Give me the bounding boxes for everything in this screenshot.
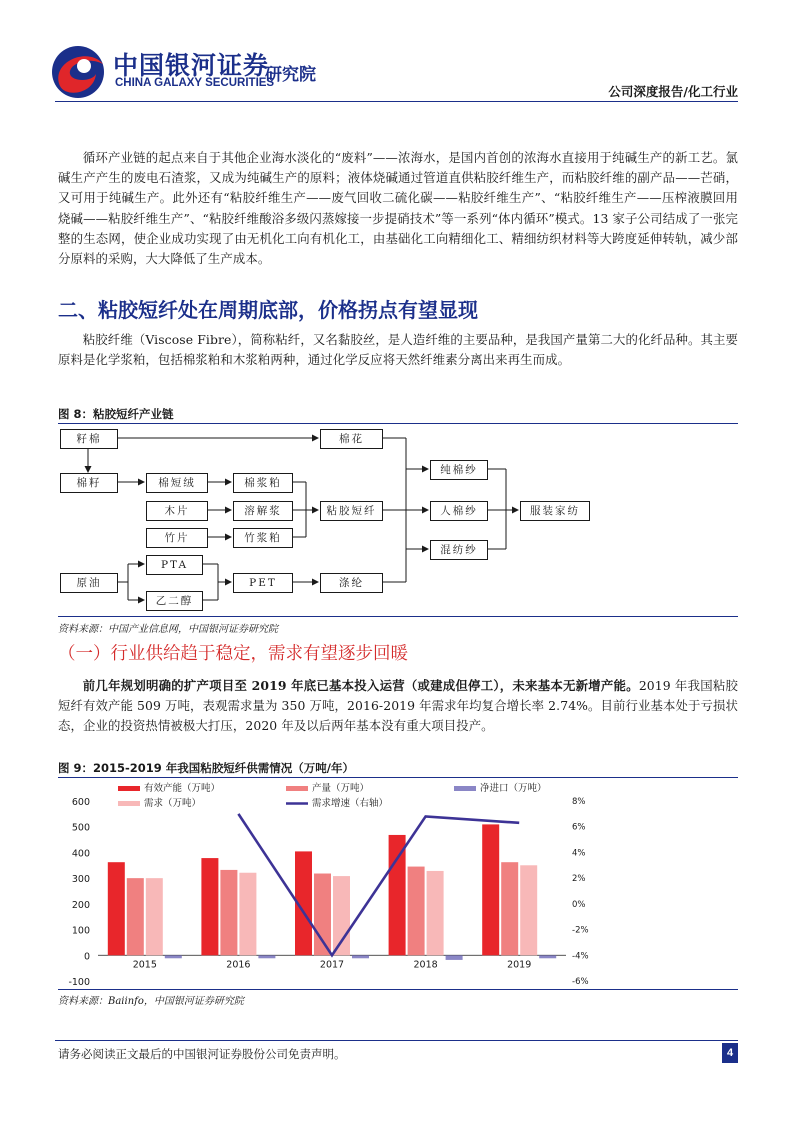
supply-demand-chart — [58, 779, 738, 989]
node-mupian: 木片 — [146, 501, 208, 521]
y-tick-label: 100 — [71, 925, 90, 937]
figure8-bottom-rule — [58, 616, 738, 617]
legend-swatch — [286, 786, 308, 791]
bar — [352, 955, 369, 958]
y2-tick-label: 8% — [572, 797, 586, 807]
footer-divider — [55, 1040, 738, 1041]
section-heading: 二、粘胶短纤处在周期底部，价格拐点有望显现 — [58, 298, 478, 322]
subsection-heading: （一）行业供给趋于稳定，需求有望逐步回暖 — [58, 644, 408, 664]
y-tick-label: 300 — [71, 874, 90, 886]
figure9-bottom-rule — [58, 989, 738, 990]
x-tick-label: 2016 — [226, 959, 251, 971]
section2-paragraph — [58, 330, 738, 370]
bar — [501, 862, 518, 955]
logo-english-name: CHINA GALAXY SECURITIES — [115, 77, 275, 89]
report-type: 公司深度报告/化工行业 — [608, 84, 738, 99]
bar — [239, 873, 256, 956]
y2-tick-label: -2% — [572, 925, 589, 936]
node-dilun: 涤纶 — [320, 573, 383, 593]
y-tick-label: 200 — [71, 899, 90, 911]
node-chunmiansha: 纯棉纱 — [430, 460, 488, 480]
y-tick-label: 500 — [71, 822, 90, 834]
node-yuanyou: 原油 — [60, 573, 118, 593]
footer-disclaimer: 请务必阅读正文最后的中国银河证券股份公司免责声明。 — [58, 1047, 346, 1061]
y2-tick-label: 2% — [572, 874, 586, 885]
node-mianhua: 棉花 — [320, 429, 383, 449]
figure9-top-rule — [58, 777, 738, 778]
galaxy-logo-icon — [48, 42, 110, 100]
y-tick-label: 0 — [83, 951, 90, 963]
node-zimian: 籽棉 — [60, 429, 118, 449]
bar — [408, 867, 425, 956]
intro-paragraph — [58, 148, 738, 269]
legend-label: 需求增速（右轴） — [312, 798, 389, 809]
legend-swatch — [454, 786, 476, 791]
logo-institute: 研究院 — [265, 65, 316, 85]
bar — [427, 871, 444, 955]
y-tick-label: -100 — [68, 977, 90, 988]
legend-label: 有效产能（万吨） — [144, 783, 221, 794]
page-number: 4 — [722, 1043, 738, 1063]
section2-1-text — [58, 676, 738, 737]
legend-label: 净进口（万吨） — [480, 783, 547, 794]
y2-tick-label: -6% — [572, 977, 589, 987]
y-tick-label: 400 — [71, 848, 90, 860]
intro-text: 循环产业链的起点来自于其他企业海水淡化的“废料”——浓海水，是国内首创的浓海水直接用于纯碱生产的新工艺。氯碱生产产生的废电石渣浆，又成为纯碱生产的原料；液体烧碱通过管道直供粘胶纤维生产，而粘胶纤维的副产品——芒硝，又可用于纯碱生产。此外还有“粘胶纤维生产——废气回收二硫化碳——粘胶纤维生产”、“粘胶纤维生产——压榨液膜回用烧碱——粘胶纤维生产”、“粘胶纤维酸浴多级闪蒸嫁接一步提硝技术”等一系列“体内循环”模式。13 家子公司结成了一张完整的生态网，使企业成功实现了由无机化工向有机化工，由基础化工向精细化工、精细纺织材料等大跨度延伸转轨，减少部分原料的采购，大大降低了生产成本。 — [58, 150, 738, 267]
node-pet: PET — [233, 573, 293, 593]
bar — [165, 955, 182, 958]
y2-tick-label: 6% — [572, 822, 586, 833]
flow-diagram — [58, 424, 738, 614]
x-tick-label: 2019 — [507, 959, 532, 971]
legend-label: 需求（万吨） — [144, 798, 202, 809]
node-zhujiangpo: 竹浆粕 — [233, 528, 293, 548]
node-rongjiejiang: 溶解浆 — [233, 501, 293, 521]
bar — [520, 865, 537, 955]
x-tick-label: 2015 — [132, 959, 157, 971]
node-yierchun: 乙二醇 — [146, 591, 203, 611]
bar — [201, 858, 218, 955]
bar — [482, 824, 499, 955]
bar — [108, 862, 125, 955]
bar — [220, 870, 237, 955]
bar — [446, 955, 463, 960]
header-divider — [55, 101, 738, 102]
figure9-source: 资料来源：Baiinfo，中国银河证券研究院 — [58, 996, 244, 1007]
bar — [146, 878, 163, 955]
node-hunfangsha: 混纺纱 — [430, 540, 488, 560]
node-nianjiaoduanxian: 粘胶短纤 — [320, 501, 383, 521]
legend-swatch — [118, 786, 140, 791]
bar — [389, 835, 406, 955]
figure9-title: 图 9：2015-2019 年我国粘胶短纤供需情况（万吨/年） — [58, 761, 354, 775]
logo-chinese-name: 中国银河证券 — [113, 51, 270, 80]
node-fuzhuangjiafang: 服装家纺 — [520, 501, 590, 521]
y2-tick-label: 4% — [572, 848, 586, 859]
y-tick-label: 600 — [71, 797, 90, 808]
legend-label: 产量（万吨） — [312, 783, 370, 794]
node-renmiansha: 人棉纱 — [430, 501, 488, 521]
bar — [127, 878, 144, 955]
x-tick-label: 2017 — [319, 959, 345, 971]
node-mianduanrong: 棉短绒 — [146, 473, 208, 493]
node-pta: PTA — [146, 555, 203, 575]
node-zhupian: 竹片 — [146, 528, 208, 548]
node-mianjiangpo: 棉浆粕 — [233, 473, 293, 493]
figure8-source: 资料来源：中国产业信息网，中国银河证券研究院 — [58, 624, 278, 635]
y2-tick-label: -4% — [572, 951, 589, 962]
figure8-title: 图 8：粘胶短纤产业链 — [58, 407, 174, 421]
node-mianzi: 棉籽 — [60, 473, 118, 493]
section2-text: 粘胶纤维（Viscose Fibre），简称粘纤，又名黏胶丝，是人造纤维的主要品种，是我国产量第二大的化纤品种。其主要原料是化学浆粕，包括棉浆粕和木浆粕两种，通过化学反应将天然纤维素分离出来再生而成。 — [58, 332, 738, 368]
bar — [539, 955, 556, 958]
legend-swatch — [118, 801, 140, 806]
section2-1-body: 2019 年我国粘胶短纤有效产能 509 万吨，表观需求量为 350 万吨，2016-2019 年需求年均复合增长率 2.74%。目前行业基本处于亏损状态，企业的投资热情被极大打压，2020 年及以后两年基本没有重大项目投产。 — [58, 678, 738, 734]
x-tick-label: 2018 — [413, 959, 438, 971]
bold-lead: 前几年规划明确的扩产项目至 2019 年底已基本投入运营（或建成但停工），未来基本无新增产能。 — [82, 678, 639, 693]
y2-tick-label: 0% — [572, 899, 586, 910]
demand-growth-line — [238, 814, 519, 955]
bar — [258, 955, 275, 958]
section2-1-paragraph — [58, 676, 738, 737]
